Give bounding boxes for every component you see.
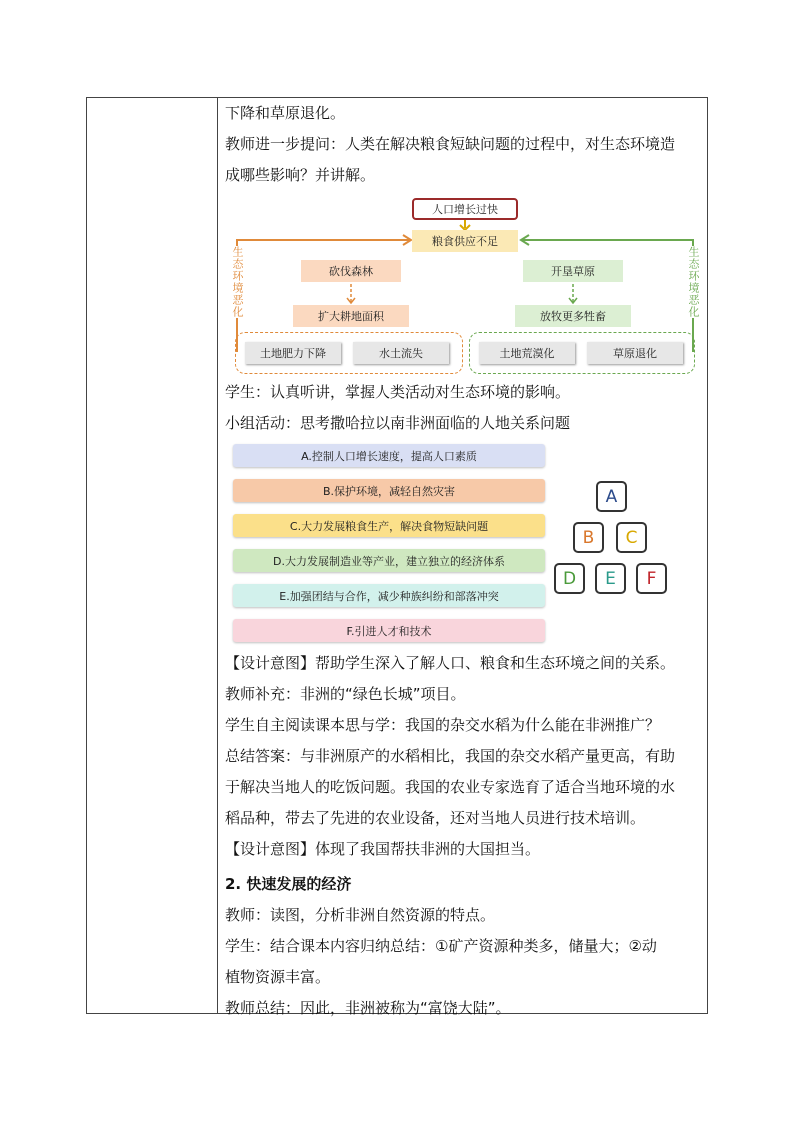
deforestation-box: 砍伐森林	[301, 260, 401, 282]
desertification-box: 土地荒漠化	[479, 342, 575, 364]
text-line: 小组活动：思考撒哈拉以南非洲面临的人地关系问题	[225, 414, 571, 432]
reclaim-grassland-box: 开垦草原	[523, 260, 623, 282]
text-line: 【设计意图】体现了我国帮扶非洲的大国担当。	[225, 840, 541, 858]
option-c: C.大力发展粮食生产，解决食物短缺问题	[233, 514, 545, 537]
text-line: 学生：结合课本内容归纳总结：①矿产资源种类多，储量大；②动	[225, 937, 657, 955]
text-line: 学生：认真听讲，掌握人类活动对生态环境的影响。	[225, 383, 571, 401]
food-shortage-box: 粮食供应不足	[412, 230, 518, 252]
text-line: 教师：读图，分析非洲自然资源的特点。	[225, 906, 496, 924]
lesson-table	[86, 97, 708, 1017]
option-d: D.大力发展制造业等产业，建立独立的经济体系	[233, 549, 545, 572]
option-b: B.保护环境，减轻自然灾害	[233, 479, 545, 502]
letter-f-block: F	[636, 563, 667, 594]
letter-b-block: B	[573, 522, 604, 553]
text-line: 下降和草原退化。	[225, 104, 346, 122]
grassland-degradation-box: 草原退化	[587, 342, 683, 364]
right-side-label: 生态环境恶化	[687, 246, 700, 318]
text-line: 学生自主阅读课本思与学：我国的杂交水稻为什么能在非洲推广？	[225, 716, 661, 734]
letter-e-block: E	[595, 563, 626, 594]
soil-erosion-box: 水土流失	[353, 342, 449, 364]
text-line: 教师补充：非洲的“绿色长城”项目。	[225, 685, 466, 703]
letter-d-block: D	[554, 563, 585, 594]
section-heading: 2. 快速发展的经济	[225, 875, 352, 893]
expand-farmland-box: 扩大耕地面积	[293, 305, 409, 327]
text-line: 于解决当地人的吃饭问题。我国的农业专家选育了适合当地环境的水	[225, 778, 676, 796]
option-a: A.控制人口增长速度，提高人口素质	[233, 444, 545, 467]
text-line: 成哪些影响？并讲解。	[225, 166, 376, 184]
text-line: 教师总结：因此，非洲被称为“富饶大陆”。	[225, 999, 511, 1017]
text-line: 植物资源丰富。	[225, 968, 331, 986]
overgrazing-box: 放牧更多牲畜	[515, 305, 631, 327]
text-line: 总结答案：与非洲原产的水稻相比，我国的杂交水稻产量更高，有助	[225, 747, 676, 765]
population-box: 人口增长过快	[412, 198, 518, 220]
column-divider	[217, 98, 218, 1013]
letter-c-block: C	[616, 522, 647, 553]
option-e: E.加强团结与合作，减少种族纠纷和部落冲突	[233, 584, 545, 607]
text-line: 教师进一步提问：人类在解决粮食短缺问题的过程中，对生态环境造	[225, 135, 676, 153]
solutions-diagram	[225, 438, 705, 646]
text-line: 【设计意图】帮助学生深入了解人口、粮食和生态环境之间的关系。	[225, 654, 676, 672]
human-activity-diagram	[225, 198, 705, 376]
letter-a-block: A	[596, 481, 627, 512]
option-f: F.引进人才和技术	[233, 619, 545, 642]
left-side-label: 生态环境恶化	[231, 246, 244, 318]
soil-fertility-box: 土地肥力下降	[245, 342, 341, 364]
text-line: 稻品种，带去了先进的农业设备，还对当地人员进行技术培训。	[225, 809, 646, 827]
